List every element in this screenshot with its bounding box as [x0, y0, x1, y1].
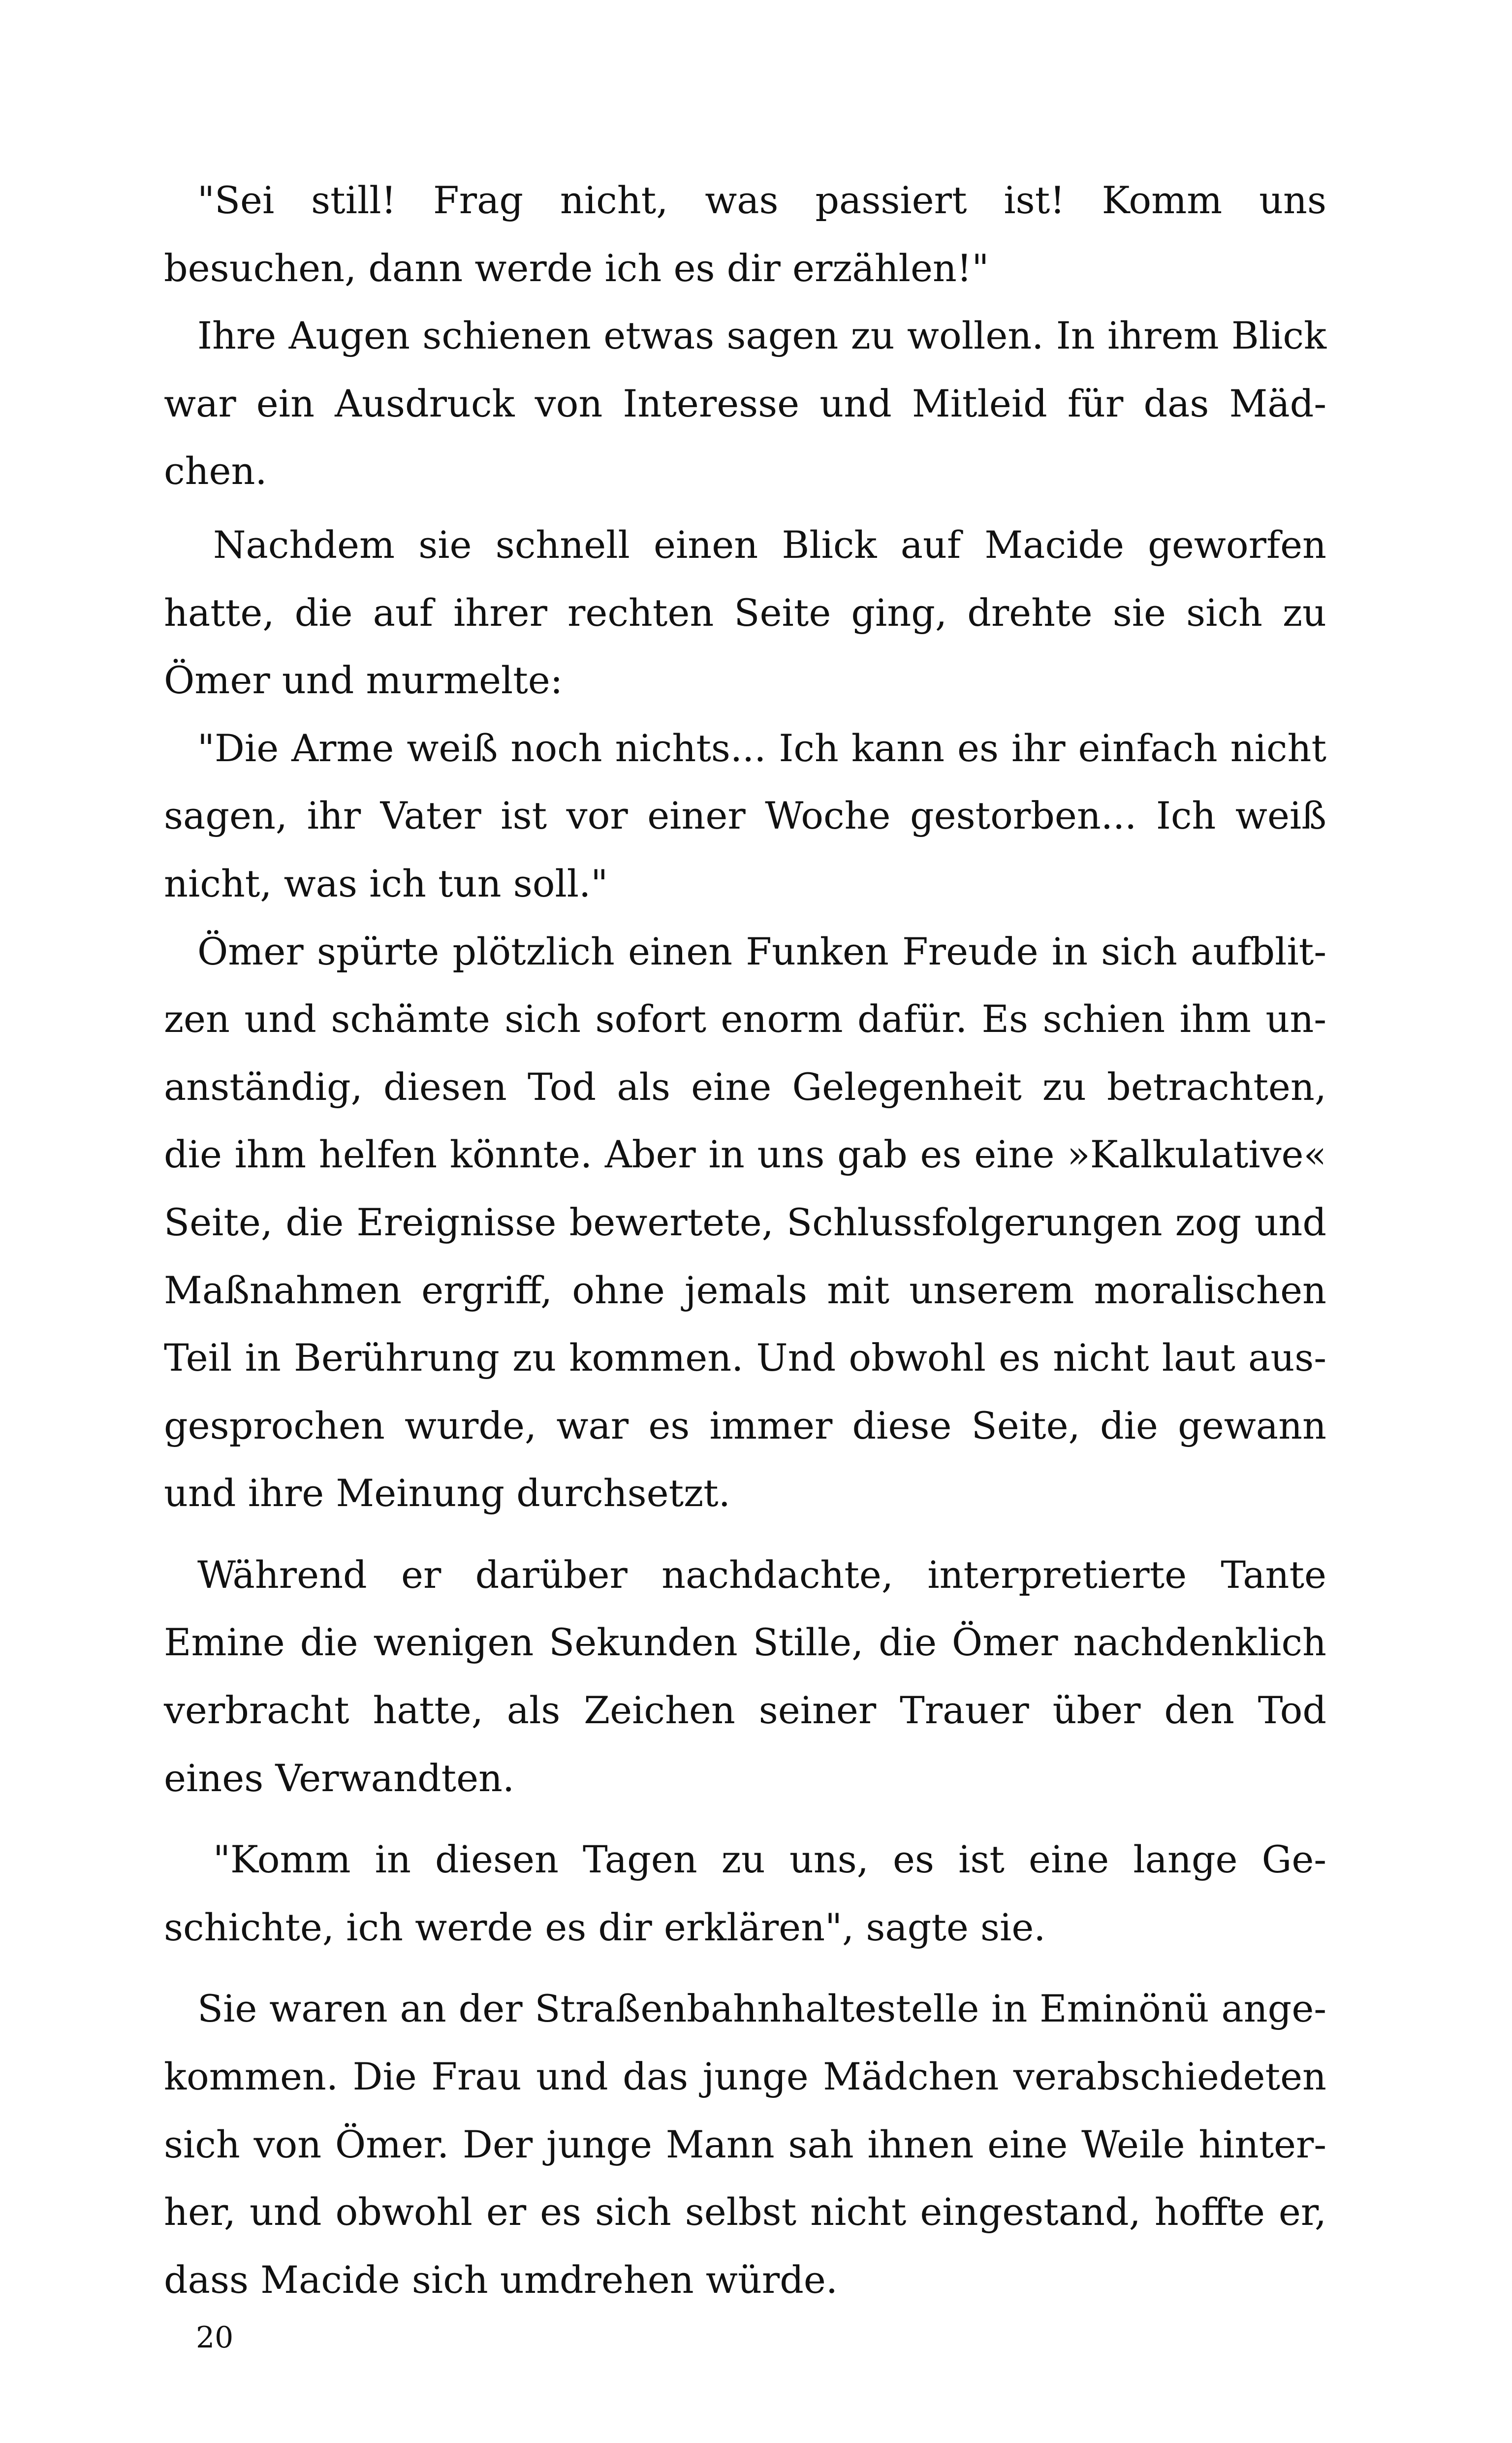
page-number: 20	[196, 2320, 234, 2355]
paragraph-8: Sie waren an der Straßenbahnhaltestelle in Eminönü angekommen. Die Frau und das junge Mädchen verabschiedeten sich von Ömer. Der junge Mann sah ihnen eine Weile hinterher, und obwohl er es sich selbst nicht eingestand, hoffte er, dass Macide sich umdrehen würde.	[164, 1987, 1326, 2302]
paragraph-7: "Komm in diesen Tagen zu uns, es ist eine lange Geschichte, ich werde es dir erklären", sagte sie.	[164, 1837, 1326, 1949]
paragraph-2: Ihre Augen schienen etwas sagen zu wollen. In ihrem Blick war ein Ausdruck von Interesse und Mitleid für das Mädchen.	[164, 314, 1326, 493]
page-body-text	[164, 166, 1326, 2314]
paragraph-4: "Die Arme weiß noch nichts... Ich kann es ihr einfach nicht sagen, ihr Vater ist vor einer Woche gestorben... Ich weiß nicht, was ich tun soll."	[164, 726, 1326, 905]
paragraph-1: "Sei still! Frag nicht, was passiert ist! Komm uns besuchen, dann werde ich es dir erzählen!"	[164, 178, 1326, 290]
paragraph-3: Nachdem sie schnell einen Blick auf Macide geworfen hatte, die auf ihrer rechten Seite ging, drehte sie sich zu Ömer und murmelte:	[164, 522, 1326, 703]
paragraph-5: Ömer spürte plötzlich einen Funken Freude in sich aufblitzen und schämte sich sofort enorm dafür. Es schien ihm unanständig, diesen Tod als eine Gelegenheit zu betrachten, die ihm helfen könnte. Aber in uns gab es eine »Kalkulative« Seite, die Ereignisse bewertete, Schlussfolgerungen zog und Maßnahmen ergriff, ohne jemals mit unserem moralischen Teil in Berührung zu kommen. Und obwohl es nicht laut ausgesprochen wurde, war es immer diese Seite, die gewann und ihre Meinung durchsetzt.	[164, 929, 1326, 1515]
paragraph-6: Während er darüber nachdachte, interpretierte Tante Emine die wenigen Sekunden Stille, die Ömer nachdenklich verbracht hatte, als Zeichen seiner Trauer über den Tod eines Verwandten.	[164, 1552, 1326, 1800]
